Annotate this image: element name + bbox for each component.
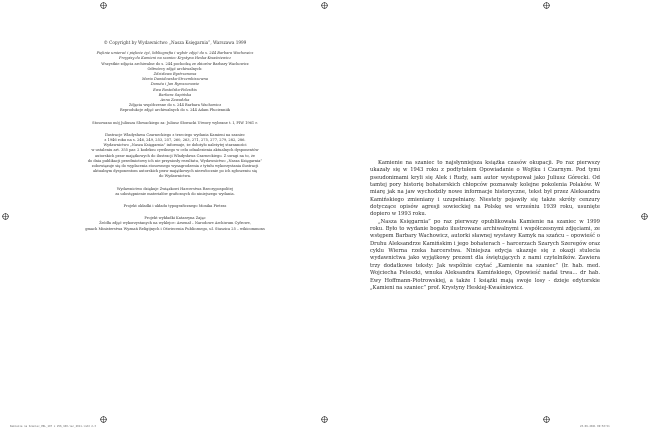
sources-line: Źródła zdjęć wykorzystanych na wyklejce: Arsenał – Narodowe Archiwum Cyfrowe,: [99, 221, 251, 226]
credits-block: [55, 51, 295, 113]
illustrations-line: do dnia publikacji przedmiotowy ich nie przyniosły rezultatu, Wydawnictwo „Nasza Księgarnia”: [87, 158, 263, 163]
cover-design-line: Projekt okładki i układu typograficznego Monika Pietras: [123, 204, 227, 209]
illustrations-line: autorskich praw majątkowych do ilustracji Władysława Czarneckiego. Z uwagi na to, że: [95, 153, 255, 158]
first-edition-line: Stosowano mój Juliusza Słowackiego za: Juliusz Słowacki Utwory wybrane t. I, PIW 1961 r.: [92, 120, 258, 125]
credit-line: Odtwórcy zdjęć archiwalnych:: [147, 66, 203, 71]
credit-line: Przypisy do Kamieni na szaniec Krystyna Heska-Kwaśniewicz: [119, 56, 231, 61]
credit-line: Ewa Rostelska-Felesikis: [153, 87, 197, 92]
registration-mark-top-left-icon: [100, 2, 107, 9]
credit-line: Anna Zawadzka: [160, 98, 190, 103]
registration-mark-bottom-left-icon: [100, 416, 107, 423]
illustrations-line: zobowiązuje się do wypłacenia stosownego wynagrodzenia z tytułu wykorzystania ilustracji: [91, 164, 259, 169]
left-page-credits: [55, 40, 295, 232]
illustrations-block: [55, 133, 295, 180]
registration-mark-bottom-center-icon: [321, 416, 328, 423]
credit-line: Zdjęcia współczesne do s. 244 Barbara Wachowicz: [128, 103, 222, 108]
copyright-line: © Copyright by Wydawnictwo „Nasza Księgarnia”, Warszawa 1999: [103, 40, 247, 45]
registration-mark-bottom-right-icon: [543, 416, 550, 423]
sources-line: gmach Ministerstwa Wyznań Religijnych i Oświecenia Publicznego, ul. Staszica 25 – wikicommons: [85, 226, 265, 231]
print-slug-timestamp: 23.06.2021 09:53:51: [580, 425, 610, 428]
credit-line: Maria Dawidowska-Strzembiszewna: [141, 77, 209, 82]
editorial-paragraph-1: Kamienie na szaniec to najsłynniejsza książka czasów okupacji. Po raz pierwszy ukazały się w 1943 roku z podtytułem Opowiadanie o Wojtku i Czarnym. Pod tymi pseudonimami kryli się Alek i Rudy, sam autor występował jako Juliusz Górecki. Od tamtej pory historię bohaterskich chłopców poznawały kolejne pokolenia Polaków. W miarę jak na jaw wychodziły nowe informacje historyczne, tekst był przez Aleksandra Kamińskiego zmieniany i uzupełniany. Niestety pojawiły się także skróty cenzury dotyczące opisów agresji sowieckiej na Polskę we wrześniu 1939 roku, usunięte dopiero w 1993 roku.: [370, 160, 600, 218]
credit-line: Reprodukcje zdjęć archiwalnych do s. 244 Adam Płucienniik: [120, 108, 230, 113]
right-page-editorial-note: [370, 160, 600, 292]
illustrations-line: z 1946 roku na s. 246, 249, 253, 257, 260, 263, 271, 275, 277, 279, 282, 286.: [104, 138, 246, 143]
credit-line: Barbara Sapińska: [158, 92, 192, 97]
registration-mark-left-icon: [2, 213, 9, 220]
credit-line: Pięknie umierać i pięknie żyć, bibliografia i wybór zdjęć do s. 244 Barbara Wachowicz: [96, 51, 254, 56]
print-slug-filename: Kamienie na Szaniec_PRL_197 x 256_100-lec_2011.indd 2-3: [10, 425, 96, 428]
thanks-line: Wydawnictwo dziękuje Związkowi Harcerstwa Rzeczypospolitej: [116, 186, 234, 191]
illustrations-line: do Wydawnictwa.: [158, 174, 192, 179]
illustrations-line: Wydawnictwo „Nasza Księgarnia” informuje, że dołożyło należytej staranności: [103, 143, 247, 148]
sources-block: [55, 221, 295, 231]
registration-mark-top-right-icon: [543, 2, 550, 9]
illustrations-line: Ilustracje Władysława Czarneckiego z trzeciego wydania Kamieni na szaniec: [105, 132, 245, 137]
registration-mark-top-center-icon: [321, 2, 328, 9]
thanks-line: za udostępnienie materiałów graficznych do niniejszego wydania.: [115, 191, 235, 196]
credit-line: Danuta i Jan Rymszonowie: [150, 82, 200, 87]
credit-line: Zdzisława Bystrzanowa: [153, 72, 197, 77]
editorial-paragraph-2: „Nasza Księgarnia” po raz pierwszy opublikowała Kamienie na szaniec w 1999 roku. Było to wydanie bogato ilustrowane archiwalnymi i współczesnymi zdjęciami, ze wstępem Barbary Wachowicz, autorki sławnej wystawy Kamyk na szańcu – opowieść o Druhu Aleksandrze Kamińskim i jego bohaterach – harcerzach Szarych Szeregów oraz cyklu Wierna rzeka harcerstwa. Niniejsza edycja ukazuje się z okazji stulecia wydawnictwa jako wyjątkowy prezent dla świętujących z nami czytelników. Zawiera trzy dodatkowe teksty: Jak wspólnie czytać „Kamienie na szaniec” (lr. hab. med. Wojciecha Feleszki, wnuka Aleksandra Kamińskiego, Opowieść nadal trwa… dr hab. Ewy Hoffmann-Piotrowskiej, a także I książki mają swoje losy - dzieje edytorskie „Kamieni na szaniec” prof. Krystyny Heskiej-Kwaśniewicz.: [370, 218, 600, 291]
credit-line: Wszystkie zdjęcia archiwalne do s. 244 pochodzą ze zbiorów Barbary Wachowicz: [101, 61, 249, 66]
illustrations-line: w ustaleniu art. 355 par. 2 kodeksu cywilnego w celu odnalezienia aktualnych dysponentów: [91, 148, 259, 153]
thanks-block: [55, 187, 295, 197]
typography-line: Projekt wykładki Katarzyna Zając: [144, 216, 206, 221]
illustrations-line: aktualnym dysponentom autorskich praw majątkowych niezwłocznie po ich zgłoszeniu się: [93, 169, 257, 174]
registration-mark-right-icon: [641, 213, 648, 220]
